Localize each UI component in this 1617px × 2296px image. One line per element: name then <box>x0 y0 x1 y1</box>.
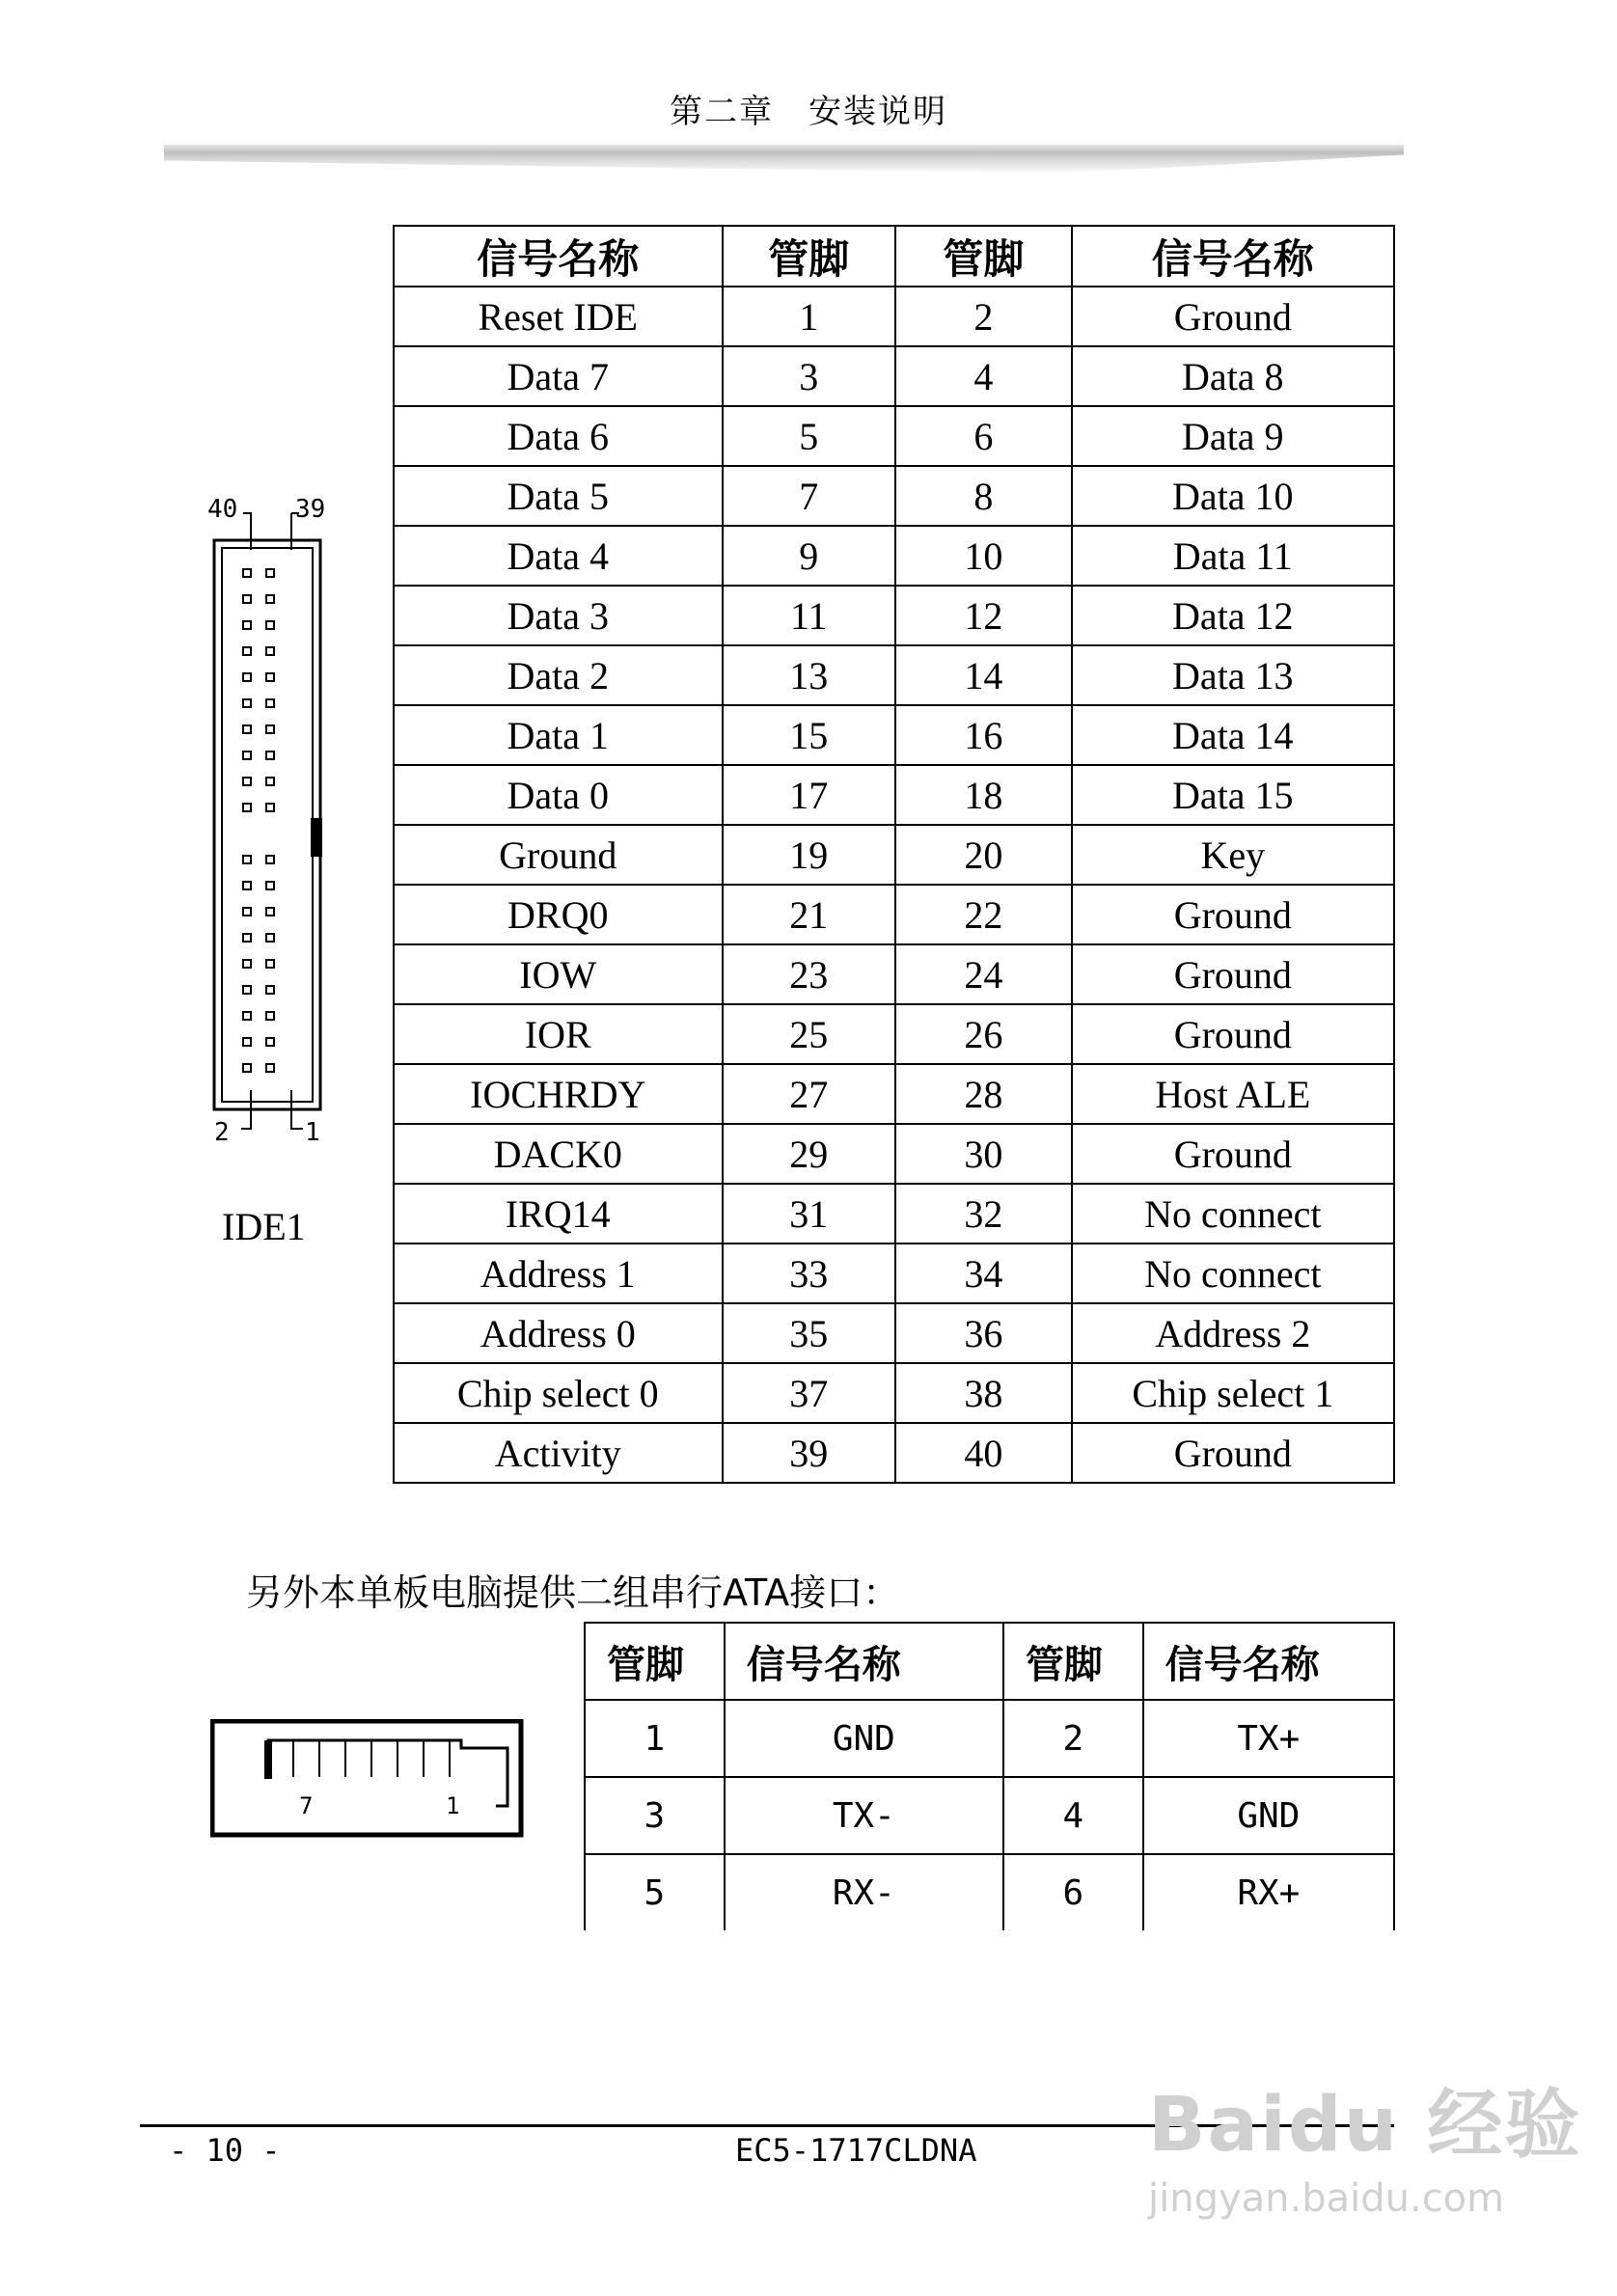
table-cell: Ground <box>1072 287 1394 346</box>
table-cell: Data 13 <box>1072 645 1394 705</box>
table-row <box>394 586 1394 645</box>
pin-label-2: 2 <box>214 1118 230 1147</box>
pin-square <box>243 647 251 655</box>
table-cell: 18 <box>895 765 1072 825</box>
table-cell: Address 2 <box>1072 1303 1394 1363</box>
pin-square <box>266 699 274 707</box>
table-cell: Data 4 <box>394 526 723 586</box>
table-cell: 27 <box>723 1064 896 1124</box>
sata-connector-diagram <box>210 1719 529 1841</box>
pin-square <box>266 934 274 942</box>
table-cell: 10 <box>895 526 1072 586</box>
pin-square <box>243 1038 251 1046</box>
table-cell: 9 <box>723 526 896 586</box>
table-cell: Data 5 <box>394 466 723 526</box>
table-cell: Data 2 <box>394 645 723 705</box>
table-row <box>394 406 1394 466</box>
pin-square <box>243 595 251 603</box>
pin-square <box>243 960 251 968</box>
table-cell: 33 <box>723 1244 896 1303</box>
table-cell: Activity <box>394 1423 723 1483</box>
table-cell: 5 <box>585 1854 725 1930</box>
pin-square <box>266 673 274 681</box>
table-cell: Data 11 <box>1072 526 1394 586</box>
header-pin: 管脚 <box>895 226 1072 287</box>
table-cell: Data 12 <box>1072 586 1394 645</box>
table-row <box>585 1700 1394 1777</box>
table-cell: Ground <box>1072 1124 1394 1184</box>
page-number: - 10 - <box>169 2132 281 2169</box>
pin-square <box>266 647 274 655</box>
table-cell: 19 <box>723 825 896 885</box>
table-cell: 6 <box>895 406 1072 466</box>
table-cell: 35 <box>723 1303 896 1363</box>
table-cell: 40 <box>895 1423 1072 1483</box>
table-row <box>394 825 1394 885</box>
table-cell: No connect <box>1072 1184 1394 1244</box>
ide-table-header-row <box>394 226 1394 287</box>
table-row <box>394 1184 1394 1244</box>
table-cell: 2 <box>1003 1700 1143 1777</box>
ide-pin-table <box>393 225 1395 1484</box>
table-row <box>394 1423 1394 1483</box>
table-cell: TX- <box>725 1777 1003 1854</box>
table-cell: 22 <box>895 885 1072 944</box>
table-cell: Ground <box>1072 1004 1394 1064</box>
pin-square <box>266 1064 274 1072</box>
table-cell: RX- <box>725 1854 1003 1930</box>
table-cell: GND <box>725 1700 1003 1777</box>
pin-square <box>243 1064 251 1072</box>
table-row <box>394 1064 1394 1124</box>
table-cell: 2 <box>895 287 1072 346</box>
table-row <box>394 1124 1394 1184</box>
table-cell: Chip select 0 <box>394 1363 723 1423</box>
watermark-url: jingyan.baidu.com <box>1148 2176 1505 2221</box>
table-cell: 4 <box>895 346 1072 406</box>
table-cell: 32 <box>895 1184 1072 1244</box>
table-cell: Ground <box>394 825 723 885</box>
table-cell: 29 <box>723 1124 896 1184</box>
pin-square <box>266 960 274 968</box>
table-row <box>394 346 1394 406</box>
pin-square <box>243 908 251 916</box>
table-cell: 12 <box>895 586 1072 645</box>
table-cell: 21 <box>723 885 896 944</box>
table-cell: DRQ0 <box>394 885 723 944</box>
pin-label-39: 39 <box>295 495 326 524</box>
pin-label-40: 40 <box>207 495 238 524</box>
pin-square <box>266 856 274 863</box>
table-cell: 20 <box>895 825 1072 885</box>
table-cell: 14 <box>895 645 1072 705</box>
table-row <box>394 1004 1394 1064</box>
table-cell: 34 <box>895 1244 1072 1303</box>
table-cell: IOW <box>394 944 723 1004</box>
table-cell: 6 <box>1003 1854 1143 1930</box>
pin-square <box>243 673 251 681</box>
ide-connector-label: IDE1 <box>222 1205 306 1248</box>
table-cell: 17 <box>723 765 896 825</box>
table-cell: Data 1 <box>394 705 723 765</box>
pin-square <box>266 725 274 733</box>
table-cell: Data 3 <box>394 586 723 645</box>
table-cell: 38 <box>895 1363 1072 1423</box>
page-header-title: 第二章 安装说明 <box>670 93 947 131</box>
pin-square <box>243 882 251 889</box>
table-cell: Data 14 <box>1072 705 1394 765</box>
pin-square <box>243 778 251 785</box>
pin-square <box>266 908 274 916</box>
pin-square <box>243 934 251 942</box>
sata-pin-label-7: 7 <box>299 1792 314 1819</box>
table-cell: No connect <box>1072 1244 1394 1303</box>
pin-label-1: 1 <box>305 1118 320 1147</box>
table-cell: 5 <box>723 406 896 466</box>
table-cell: 7 <box>723 466 896 526</box>
table-cell: 3 <box>723 346 896 406</box>
pin-square <box>266 569 274 577</box>
table-cell: IOCHRDY <box>394 1064 723 1124</box>
table-row <box>394 944 1394 1004</box>
watermark-logo-text: Baidu 经验 <box>1148 2082 1582 2169</box>
header-signal-name: 信号名称 <box>1072 226 1394 287</box>
table-row <box>394 765 1394 825</box>
table-cell: IRQ14 <box>394 1184 723 1244</box>
table-cell: Key <box>1072 825 1394 885</box>
table-cell: 3 <box>585 1777 725 1854</box>
table-cell: 39 <box>723 1423 896 1483</box>
table-cell: Data 6 <box>394 406 723 466</box>
sata-intro-text: 另外本单板电脑提供二组串行ATA接口： <box>246 1572 900 1614</box>
table-cell: Host ALE <box>1072 1064 1394 1124</box>
pin-square <box>243 621 251 629</box>
pin-square <box>243 699 251 707</box>
table-cell: 1 <box>723 287 896 346</box>
pin-square <box>266 621 274 629</box>
pin-grid <box>243 569 274 1072</box>
table-row <box>394 1244 1394 1303</box>
table-row <box>394 705 1394 765</box>
table-cell: 31 <box>723 1184 896 1244</box>
header-rule <box>164 145 1404 174</box>
table-cell: Data 7 <box>394 346 723 406</box>
header-pin: 管脚 <box>1003 1623 1143 1700</box>
table-cell: 26 <box>895 1004 1072 1064</box>
table-cell: Data 8 <box>1072 346 1394 406</box>
pin-square <box>266 804 274 811</box>
table-row <box>394 526 1394 586</box>
pin-square <box>266 1038 274 1046</box>
table-cell: Data 0 <box>394 765 723 825</box>
baidu-watermark <box>1148 2064 1581 2221</box>
sata-pin-label-1: 1 <box>446 1792 460 1819</box>
table-row <box>585 1777 1394 1854</box>
model-number: EC5-1717CLDNA <box>735 2132 977 2169</box>
pin-square <box>243 856 251 863</box>
table-cell: 24 <box>895 944 1072 1004</box>
header-signal-name: 信号名称 <box>394 226 723 287</box>
table-row <box>394 466 1394 526</box>
table-cell: Ground <box>1072 885 1394 944</box>
pin-square <box>243 986 251 994</box>
table-cell: Ground <box>1072 944 1394 1004</box>
table-cell: RX+ <box>1143 1854 1394 1930</box>
header-pin: 管脚 <box>723 226 896 287</box>
table-cell: Reset IDE <box>394 287 723 346</box>
table-cell: 25 <box>723 1004 896 1064</box>
header-signal-name: 信号名称 <box>1143 1623 1394 1700</box>
table-cell: Address 1 <box>394 1244 723 1303</box>
table-cell: Data 9 <box>1072 406 1394 466</box>
table-cell: 36 <box>895 1303 1072 1363</box>
pin-square <box>243 569 251 577</box>
table-cell: GND <box>1143 1777 1394 1854</box>
table-row <box>394 1303 1394 1363</box>
sata-pin-table <box>584 1622 1395 1930</box>
table-row <box>585 1854 1394 1930</box>
header-signal-name: 信号名称 <box>725 1623 1003 1700</box>
table-cell: 28 <box>895 1064 1072 1124</box>
pin-square <box>243 725 251 733</box>
pin-square <box>243 804 251 811</box>
pin-square <box>266 882 274 889</box>
table-cell: Data 10 <box>1072 466 1394 526</box>
table-cell: Address 0 <box>394 1303 723 1363</box>
table-cell: DACK0 <box>394 1124 723 1184</box>
table-cell: Ground <box>1072 1423 1394 1483</box>
table-cell: Data 15 <box>1072 765 1394 825</box>
table-cell: 30 <box>895 1124 1072 1184</box>
table-cell: 23 <box>723 944 896 1004</box>
table-cell: Chip select 1 <box>1072 1363 1394 1423</box>
table-cell: 1 <box>585 1700 725 1777</box>
table-cell: 16 <box>895 705 1072 765</box>
table-cell: 4 <box>1003 1777 1143 1854</box>
table-row <box>394 1363 1394 1423</box>
pin-square <box>266 778 274 785</box>
table-row <box>394 287 1394 346</box>
pin-square <box>266 595 274 603</box>
header-pin: 管脚 <box>585 1623 725 1700</box>
table-row <box>394 885 1394 944</box>
pin-square <box>243 1012 251 1020</box>
table-cell: 13 <box>723 645 896 705</box>
pin-square <box>266 752 274 759</box>
pin-square <box>266 1012 274 1020</box>
table-cell: 37 <box>723 1363 896 1423</box>
table-cell: 15 <box>723 705 896 765</box>
table-cell: IOR <box>394 1004 723 1064</box>
ide-connector-diagram <box>203 492 338 1158</box>
table-cell: 11 <box>723 586 896 645</box>
sata-table-header-row <box>585 1623 1394 1700</box>
table-cell: 8 <box>895 466 1072 526</box>
pin-square <box>243 752 251 759</box>
table-row <box>394 645 1394 705</box>
table-cell: TX+ <box>1143 1700 1394 1777</box>
pin-square <box>266 986 274 994</box>
